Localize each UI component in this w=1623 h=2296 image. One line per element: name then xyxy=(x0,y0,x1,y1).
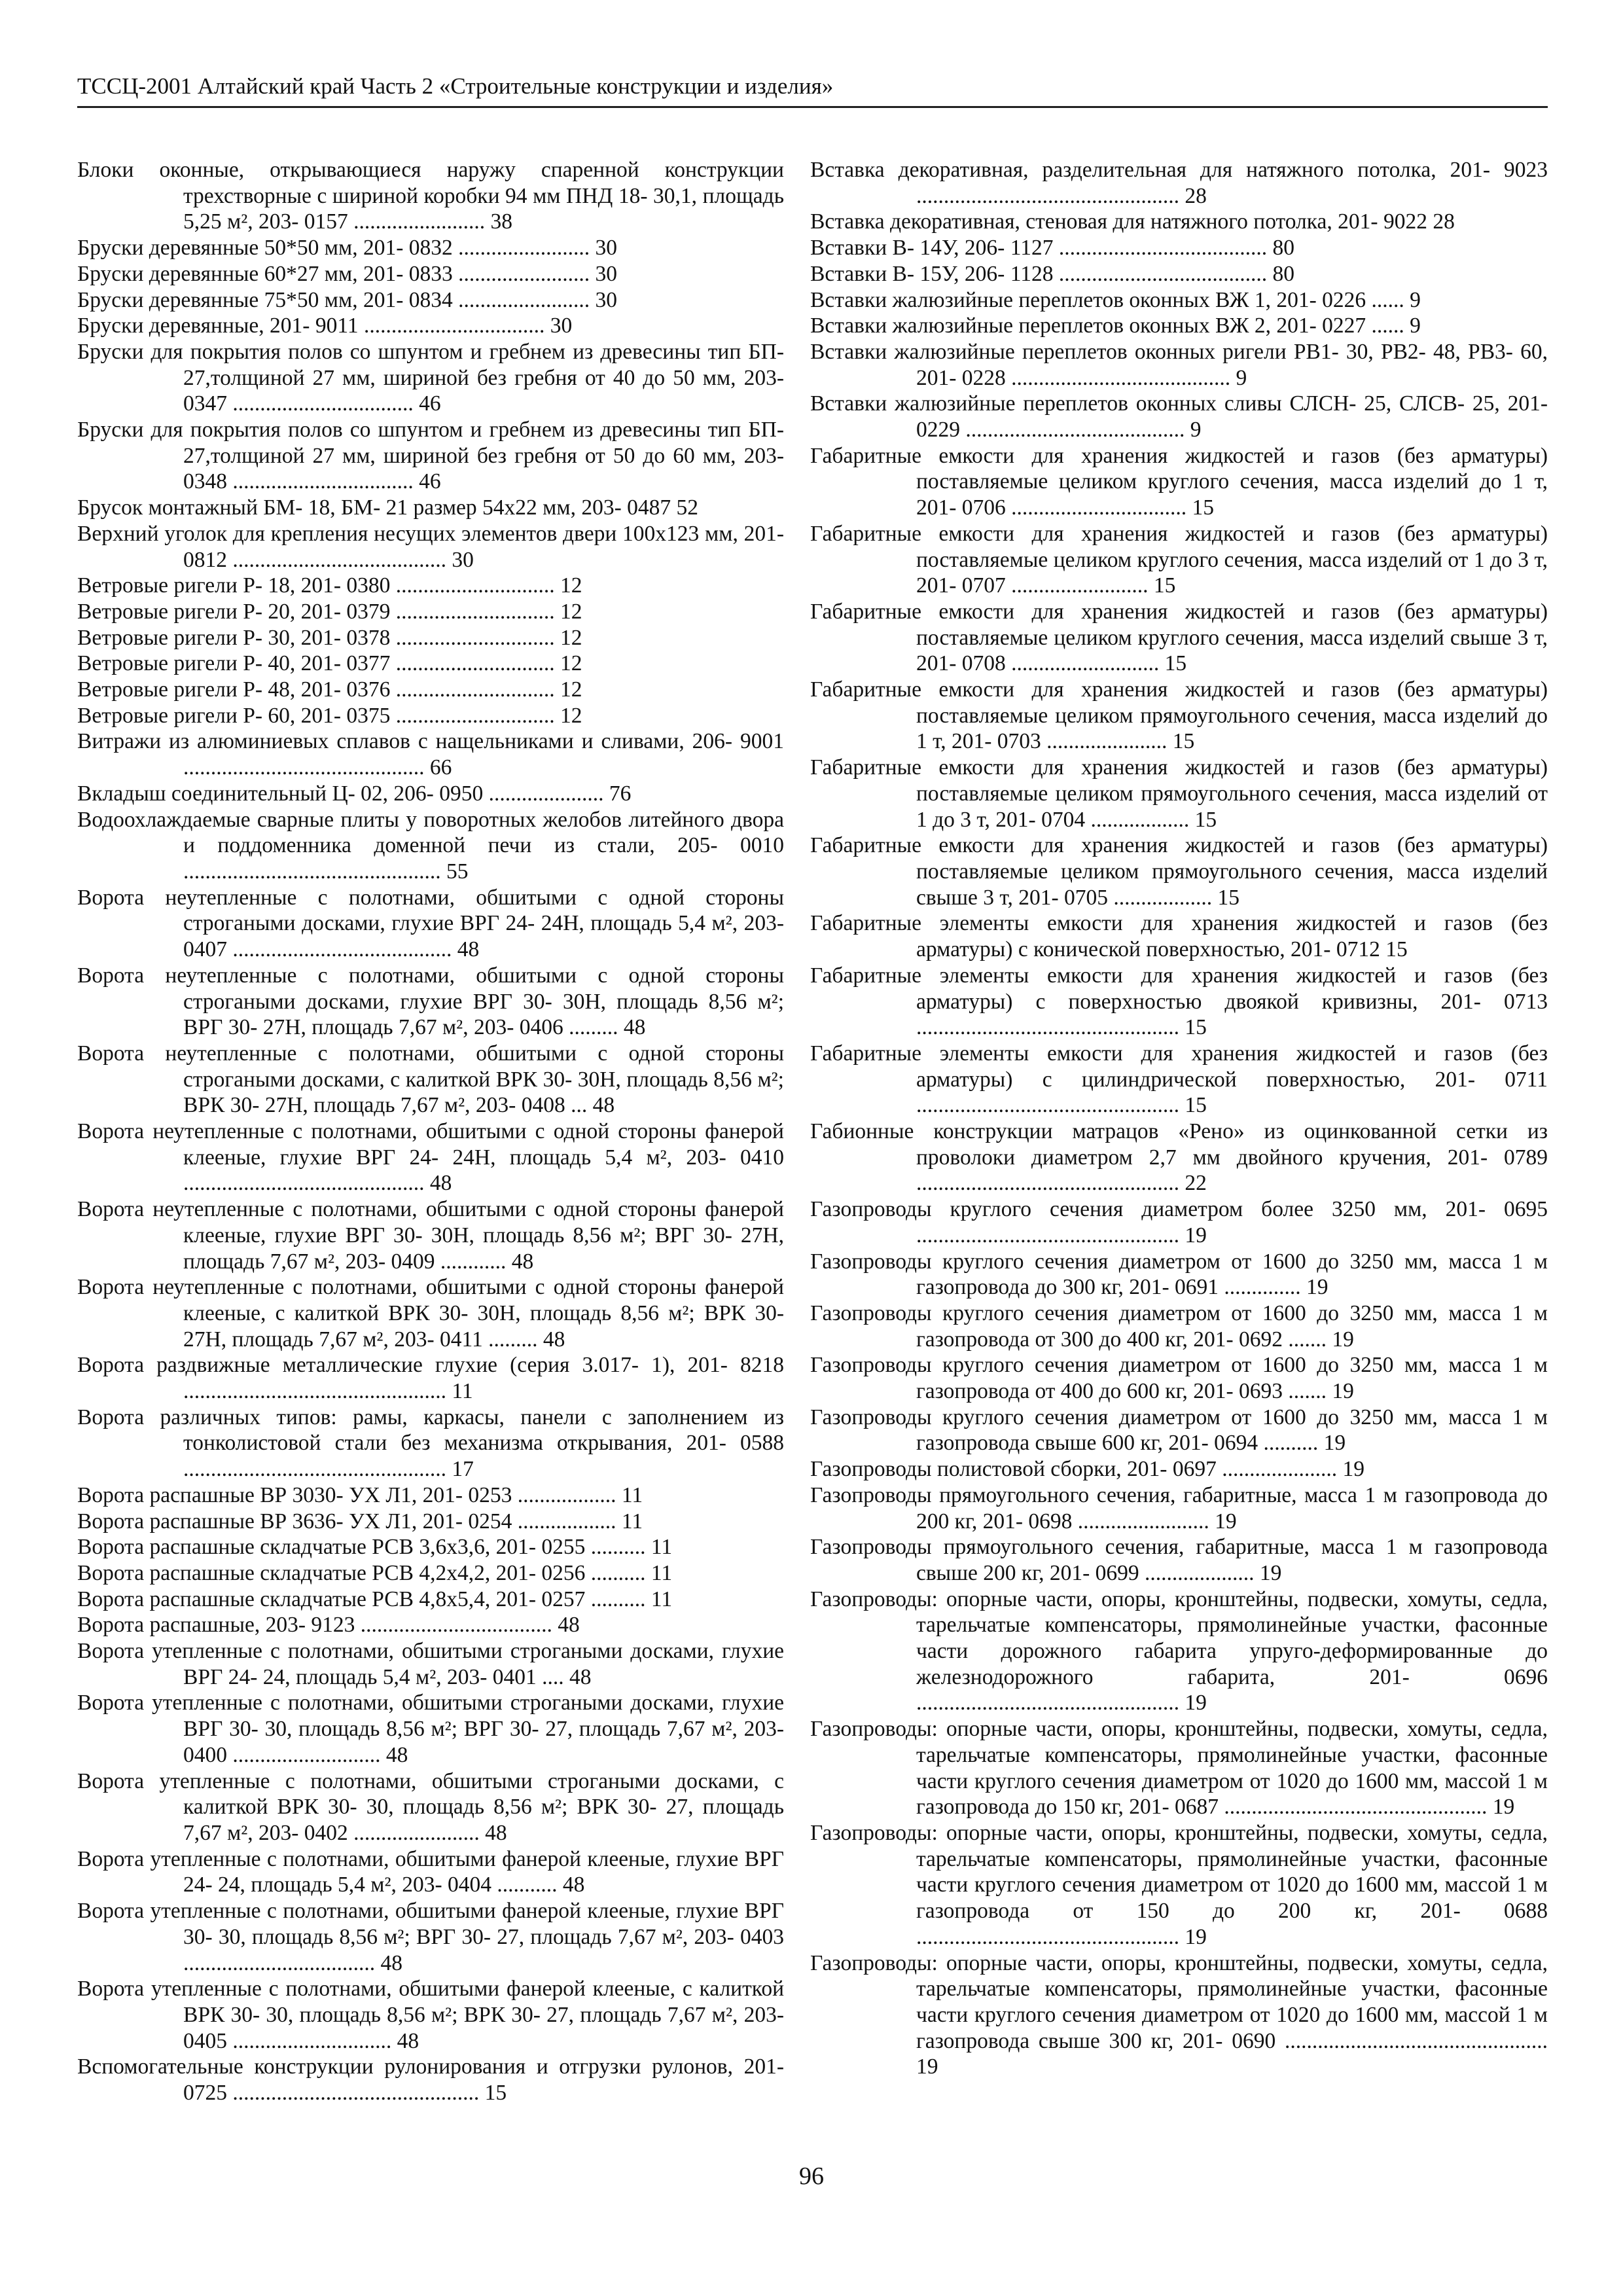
index-entry: Габаритные емкости для хранения жидкостей и газов (без арматуры) поставляемые целиком круглого сечения, масса изделий свыше 3 т, 201- 0708 ........................... 15 xyxy=(810,599,1548,676)
index-entry: Вставки жалюзийные переплетов оконных ригели РВ1- 30, РВ2- 48, РВ3- 60, 201- 0228 ........................................ 9 xyxy=(810,339,1548,390)
index-entry: Вставки жалюзийные переплетов оконных ВЖ 1, 201- 0226 ...... 9 xyxy=(810,287,1421,312)
index-entry: Ворота распашные ВР 3636- УХ Л1, 201- 0254 .................. 11 xyxy=(77,1509,643,1534)
index-entry: Вставки жалюзийные переплетов оконных сливы СЛСН- 25, СЛСВ- 25, 201- 0229 ........................................ 9 xyxy=(810,391,1548,442)
index-entry: Газопроводы круглого сечения диаметром более 3250 мм, 201- 0695 ................................................ 19 xyxy=(810,1197,1548,1247)
index-column-right xyxy=(810,157,1548,2080)
index-entry: Вставка декоративная, стеновая для натяжного потолка, 201- 9022 28 xyxy=(810,209,1455,234)
index-entry: Габаритные емкости для хранения жидкостей и газов (без арматуры) поставляемые целиком круглого сечения, масса изделий от 1 до 3 т, 201- 0707 ......................... 15 xyxy=(810,521,1548,598)
index-entry: Брусок монтажный БМ- 18, БМ- 21 размер 54х22 мм, 203- 0487 52 xyxy=(77,495,698,520)
index-entry: Ворота утепленные с полотнами, обшитыми строгаными досками, глухие ВРГ 24- 24, площадь 5,4 м², 203- 0401 .... 48 xyxy=(77,1639,784,1689)
index-entry: Газопроводы круглого сечения диаметром от 1600 до 3250 мм, масса 1 м газопровода свыше 600 кг, 201- 0694 .......... 19 xyxy=(810,1405,1548,1456)
index-entry: Вкладыш соединительный Ц- 02, 206- 0950 ..................... 76 xyxy=(77,781,632,806)
index-entry: Ворота утепленные с полотнами, обшитыми фанерой клееные, глухие ВРГ 24- 24, площадь 5,4 м², 203- 0404 ........... 48 xyxy=(77,1846,784,1897)
index-entry: Вставки В- 15У, 206- 1128 ...................................... 80 xyxy=(810,261,1294,286)
index-entry: Газопроводы прямоугольного сечения, габаритные, масса 1 м газопровода до 200 кг, 201- 0698 ........................ 19 xyxy=(810,1482,1548,1534)
index-entry: Габионные конструкции матрацов «Рено» из оцинкованной сетки из проволоки диаметром 2,7 мм двойного кручения, 201- 0789 ................................................ 22 xyxy=(810,1119,1548,1196)
index-entry: Вставки жалюзийные переплетов оконных ВЖ 2, 201- 0227 ...... 9 xyxy=(810,314,1421,338)
index-entry: Ветровые ригели Р- 18, 201- 0380 ............................. 12 xyxy=(77,573,582,598)
page-number: 96 xyxy=(799,2162,824,2190)
index-entry: Ветровые ригели Р- 20, 201- 0379 ............................. 12 xyxy=(77,599,582,624)
index-entry: Габаритные емкости для хранения жидкостей и газов (без арматуры) поставляемые целиком круглого сечения, масса изделий до 1 т, 201- 0706 ................................ 15 xyxy=(810,443,1548,520)
index-entry: Газопроводы круглого сечения диаметром от 1600 до 3250 мм, масса 1 м газопровода до 300 кг, 201- 0691 .............. 19 xyxy=(810,1249,1548,1300)
index-entry: Ворота неутепленные с полотнами, обшитыми с одной стороны фанерой клееные, глухие ВРГ 24- 24Н, площадь 5,4 м², 203- 0410 ............................................ 48 xyxy=(77,1119,784,1196)
index-entry: Бруски деревянные, 201- 9011 ................................. 30 xyxy=(77,314,573,338)
index-entry: Ворота неутепленные с полотнами, обшитыми с одной стороны фанерой клееные, глухие ВРГ 30- 30Н, площадь 8,56 м²; ВРГ 30- 27Н, площадь 7,67 м², 203- 0409 ............ 48 xyxy=(77,1197,784,1274)
index-entry: Ветровые ригели Р- 60, 201- 0375 ............................. 12 xyxy=(77,703,582,728)
index-entry: Вставка декоративная, разделительная для натяжного потолка, 201- 9023 ................................................ 28 xyxy=(810,158,1548,208)
index-entry: Ворота распашные ВР 3030- УХ Л1, 201- 0253 .................. 11 xyxy=(77,1482,643,1507)
index-entry: Ворота распашные, 203- 9123 ................................... 48 xyxy=(77,1613,580,1638)
index-entry: Водоохлаждаемые сварные плиты у поворотных желобов литейного двора и поддоменника доменной печи из стали, 205- 0010 ............................................... 55 xyxy=(77,807,784,884)
index-entry: Ворота утепленные с полотнами, обшитыми фанерой клееные, с калиткой ВРК 30- 30, площадь 8,56 м²; ВРК 30- 27, площадь 7,67 м², 203- 0405 ............................. 48 xyxy=(77,1977,784,2053)
index-entry: Бруски деревянные 60*27 мм, 201- 0833 ........................ 30 xyxy=(77,261,617,286)
index-entry: Газопроводы круглого сечения диаметром от 1600 до 3250 мм, масса 1 м газопровода от 400 до 600 кг, 201- 0693 ....... 19 xyxy=(810,1353,1548,1404)
index-entry: Ворота распашные складчатые РСВ 3,6х3,6, 201- 0255 .......... 11 xyxy=(77,1535,673,1560)
index-entry: Ветровые ригели Р- 40, 201- 0377 ............................. 12 xyxy=(77,651,582,676)
index-entry: Бруски деревянные 50*50 мм, 201- 0832 ........................ 30 xyxy=(77,236,617,260)
index-entry: Габаритные емкости для хранения жидкостей и газов (без арматуры) поставляемые целиком прямоугольного сечения, масса изделий от 1 до 3 т, 201- 0704 .................. 15 xyxy=(810,755,1548,832)
page-header: ТССЦ-2001 Алтайский край Часть 2 «Строительные конструкции и изделия» xyxy=(77,71,1548,108)
index-entry: Габаритные элементы емкости для хранения жидкостей и газов (без арматуры) с конической поверхностью, 201- 0712 15 xyxy=(810,911,1548,962)
index-entry: Газопроводы: опорные части, опоры, кронштейны, подвески, хомуты, седла, тарельчатые компенсаторы, прямолинейные участки, фасонные части круглого сечения диаметром от 1020 до 1600 мм, массой 1 м газопровода до 150 кг, 201- 0687 ................................................ 19 xyxy=(810,1717,1548,1820)
index-entry: Вставки В- 14У, 206- 1127 ...................................... 80 xyxy=(810,236,1294,260)
index-entry: Ворота неутепленные с полотнами, обшитыми с одной стороны фанерой клееные, с калиткой ВРК 30- 30Н, площадь 8,56 м²; ВРК 30- 27Н, площадь 7,67 м², 203- 0411 ......... 48 xyxy=(77,1275,784,1352)
index-entry: Ворота утепленные с полотнами, обшитыми строгаными досками, глухие ВРГ 30- 30, площадь 8,56 м²; ВРГ 30- 27, площадь 7,67 м², 203- 0400 ........................... 48 xyxy=(77,1691,784,1767)
index-entry: Ворота неутепленные с полотнами, обшитыми с одной стороны строгаными досками, с калиткой ВРК 30- 30Н, площадь 8,56 м²; ВРК 30- 27Н, площадь 7,67 м², 203- 0408 ... 48 xyxy=(77,1041,784,1118)
index-entry: Вспомогательные конструкции рулонирования и отгрузки рулонов, 201- 0725 ............................................. 15 xyxy=(77,2054,784,2106)
index-entry: Габаритные элементы емкости для хранения жидкостей и газов (без арматуры) с поверхностью двоякой кривизны, 201- 0713 ................................................ 15 xyxy=(810,963,1548,1040)
index-entry: Газопроводы: опорные части, опоры, кронштейны, подвески, хомуты, седла, тарельчатые компенсаторы, прямолинейные участки, фасонные части круглого сечения диаметром от 1020 до 1600 мм, массой 1 м газопровода от 150 до 200 кг, 201- 0688 ................................................ 19 xyxy=(810,1821,1548,1949)
index-column-left xyxy=(77,157,784,2106)
index-entry: Ворота раздвижные металлические глухие (серия 3.017- 1), 201- 8218 ................................................ 11 xyxy=(77,1353,784,1404)
index-entry: Ворота распашные складчатые РСВ 4,8х5,4, 201- 0257 .......... 11 xyxy=(77,1587,673,1611)
index-entry: Газопроводы: опорные части, опоры, кронштейны, подвески, хомуты, седла, тарельчатые компенсаторы, прямолинейные участки, фасонные части дорожного габарита упруго-деформированные до железнодорожного габарита, 201- 0696 ................................................ 19 xyxy=(810,1587,1548,1715)
index-entry: Габаритные емкости для хранения жидкостей и газов (без арматуры) поставляемые целиком прямоугольного сечения, масса изделий свыше 3 т, 201- 0705 .................. 15 xyxy=(810,833,1548,910)
index-entry: Ворота распашные складчатые РСВ 4,2х4,2, 201- 0256 .......... 11 xyxy=(77,1560,673,1585)
index-entry: Ветровые ригели Р- 48, 201- 0376 ............................. 12 xyxy=(77,677,582,702)
index-entry: Габаритные элементы емкости для хранения жидкостей и газов (без арматуры) с цилиндрической поверхностью, 201- 0711 ................................................ 15 xyxy=(810,1041,1548,1118)
index-entry: Ворота утепленные с полотнами, обшитыми строгаными досками, с калиткой ВРК 30- 30, площадь 8,56 м²; ВРК 30- 27, площадь 7,67 м², 203- 0402 ....................... 48 xyxy=(77,1768,784,1845)
index-entry: Габаритные емкости для хранения жидкостей и газов (без арматуры) поставляемые целиком прямоугольного сечения, масса изделий до 1 т, 201- 0703 ...................... 15 xyxy=(810,677,1548,754)
index-entry: Бруски для покрытия полов со шпунтом и гребнем из древесины тип БП- 27,толщиной 27 мм, шириной без гребня от 40 до 50 мм, 203- 0347 ................................. 46 xyxy=(77,339,784,416)
index-entry: Витражи из алюминиевых сплавов с нащельниками и сливами, 206- 9001 ............................................ 66 xyxy=(77,729,784,780)
index-entry: Ветровые ригели Р- 30, 201- 0378 ............................. 12 xyxy=(77,625,582,650)
index-entry: Ворота утепленные с полотнами, обшитыми фанерой клееные, глухие ВРГ 30- 30, площадь 8,56 м²; ВРГ 30- 27, площадь 7,67 м², 203- 0403 ................................... 48 xyxy=(77,1899,784,1975)
index-entry: Ворота различных типов: рамы, каркасы, панели с заполнением из тонколистовой стали без механизма открывания, 201- 0588 ................................................ 17 xyxy=(77,1405,784,1482)
index-entry: Бруски для покрытия полов со шпунтом и гребнем из древесины тип БП- 27,толщиной 27 мм, шириной без гребня от 50 до 60 мм, 203- 0348 ................................. 46 xyxy=(77,418,784,494)
index-entry: Газопроводы полистовой сборки, 201- 0697 ..................... 19 xyxy=(810,1457,1364,1482)
index-entry: Газопроводы: опорные части, опоры, кронштейны, подвески, хомуты, седла, тарельчатые компенсаторы, прямолинейные участки, фасонные части круглого сечения диаметром от 1020 до 1600 мм, массой 1 м газопровода свыше 300 кг, 201- 0690 ................................................ 19 xyxy=(810,1950,1548,2079)
index-entry: Бруски деревянные 75*50 мм, 201- 0834 ........................ 30 xyxy=(77,287,617,312)
index-entry: Ворота неутепленные с полотнами, обшитыми с одной стороны строгаными досками, глухие ВРГ 30- 30Н, площадь 8,56 м²; ВРГ 30- 27Н, площадь 7,67 м², 203- 0406 ......... 48 xyxy=(77,963,784,1040)
index-entry: Верхний уголок для крепления несущих элементов двери 100х123 мм, 201- 0812 ....................................... 30 xyxy=(77,521,784,572)
index-entry: Газопроводы круглого сечения диаметром от 1600 до 3250 мм, масса 1 м газопровода от 300 до 400 кг, 201- 0692 ....... 19 xyxy=(810,1300,1548,1352)
index-entry: Ворота неутепленные с полотнами, обшитыми с одной стороны строгаными досками, глухие ВРГ 24- 24Н, площадь 5,4 м², 203- 0407 ........................................ 48 xyxy=(77,885,784,962)
index-entry: Блоки оконные, открывающиеся наружу спаренной конструкции трехстворные с шириной коробки 94 мм ПНД 18- 30,1, площадь 5,25 м², 203- 0157 ........................ 38 xyxy=(77,158,784,234)
index-entry: Газопроводы прямоугольного сечения, габаритные, масса 1 м газопровода свыше 200 кг, 201- 0699 .................... 19 xyxy=(810,1535,1548,1585)
